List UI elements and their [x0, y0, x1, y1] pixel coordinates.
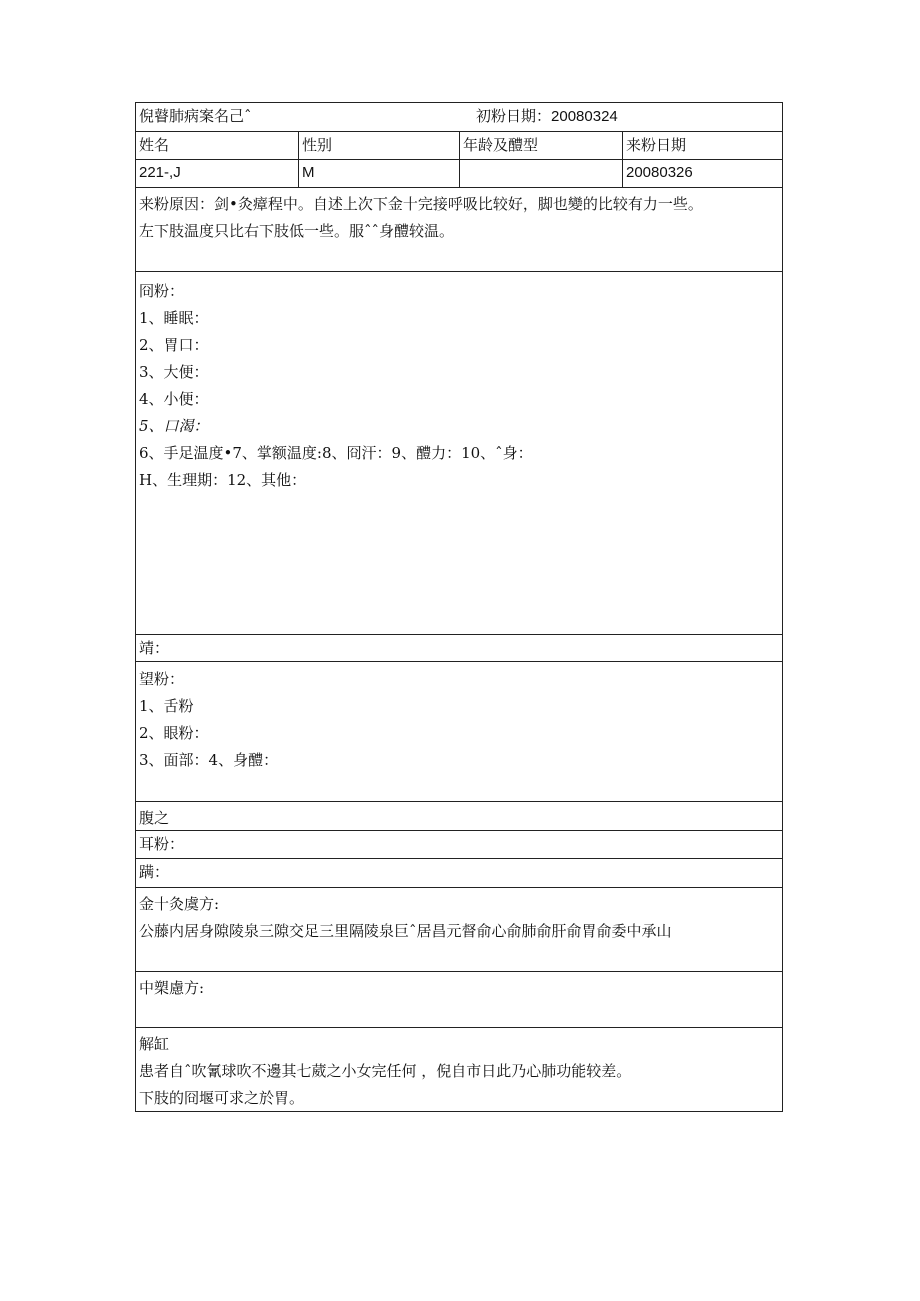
pulse-section [135, 858, 783, 887]
first-visit-label: 初粉日期： [476, 107, 552, 125]
inquiry-item-appetite: 2、胃口： [139, 336, 209, 354]
observation-section [135, 661, 783, 801]
age-body-type-header: 年龄及醴型 [459, 132, 622, 159]
visit-reason-line-1: 来粉原因：剑•灸瘴程中。自述上次下金十完接呼吸比较好，脚也變的比较有力一些。 [139, 195, 703, 213]
inquiry-item-sleep: 1、睡眠： [139, 309, 209, 327]
first-visit-date: 20080324 [551, 108, 618, 125]
acupuncture-title: 金十灸虞方: [139, 895, 220, 913]
record-title: 倪瞽肺病案名己ˆ [139, 107, 252, 125]
name-value: 221-,J [139, 164, 181, 181]
analysis-line-1: 患者自ˆ吹氰球吹不邊其七葳之小女完任何 ，倪自市日此乃心肺功能较差。 [139, 1062, 632, 1080]
acupuncture-block [136, 888, 782, 971]
medical-record-form [135, 102, 783, 1112]
visit-reason-line-2: 左下肢温度只比右下肢低一些。服ˆˆ身醴较温。 [139, 222, 455, 240]
record-header-cell [136, 103, 782, 131]
age-body-type-value [459, 160, 622, 187]
sex-value: M [298, 160, 459, 187]
visit-reason-block [136, 188, 782, 271]
analysis-line-2: 下肢的冏堰可求之於胃。 [139, 1089, 305, 1107]
inquiry-title: 冏粉： [139, 282, 185, 300]
abdomen-label: 腹之 [139, 809, 170, 827]
sex-header: 性别 [298, 132, 459, 159]
ear-label: 耳粉： [139, 835, 185, 853]
inquiry-section [135, 271, 783, 634]
herbal-title: 中槊慮方: [139, 979, 205, 997]
inquiry-item-temperature: 6、手足温度•7、掌额温度:8、冏汗：9、醴力：10、ˆ身： [139, 444, 533, 462]
observation-title: 望粉： [139, 670, 185, 688]
analysis-block [136, 1028, 782, 1111]
observation-item-eyes: 2、眼粉： [139, 724, 209, 742]
name-header: 姓名 [139, 136, 170, 154]
herbal-block [136, 972, 782, 1027]
inquiry-item-urine: 4、小便： [139, 390, 209, 408]
ear-section [135, 830, 783, 858]
listen-section [135, 634, 783, 661]
visit-reason-section [135, 187, 783, 271]
analysis-title: 解缸 [139, 1035, 170, 1053]
acupuncture-points: 公藤内居身隙陵泉三隙交足三里隔陵泉巨ˆ居昌元督俞心俞肺俞肝俞胃俞委中承山 [139, 922, 672, 940]
observation-item-tongue: 1、舌粉 [139, 697, 194, 715]
patient-info-value-row [135, 159, 783, 187]
analysis-section [135, 1027, 783, 1112]
first-visit-date-group [476, 105, 618, 128]
record-header-row [135, 102, 783, 131]
inquiry-item-stool: 3、大便： [139, 363, 209, 381]
patient-info-header-row [135, 131, 783, 159]
inquiry-item-thirst: 5、口渴： [139, 417, 209, 435]
pulse-label: 蹒： [139, 863, 170, 881]
herbal-section [135, 971, 783, 1027]
listen-label: 靖： [139, 639, 170, 657]
visit-date-value: 20080326 [622, 160, 782, 187]
observation-item-face-body: 3、面部：4、身醴： [139, 751, 279, 769]
visit-date-header: 来粉日期 [622, 132, 782, 159]
observation-block [136, 662, 782, 801]
abdomen-section [135, 801, 783, 830]
acupuncture-section [135, 887, 783, 971]
inquiry-item-other: H、生理期：12、其他： [139, 471, 307, 489]
inquiry-block [136, 272, 782, 634]
